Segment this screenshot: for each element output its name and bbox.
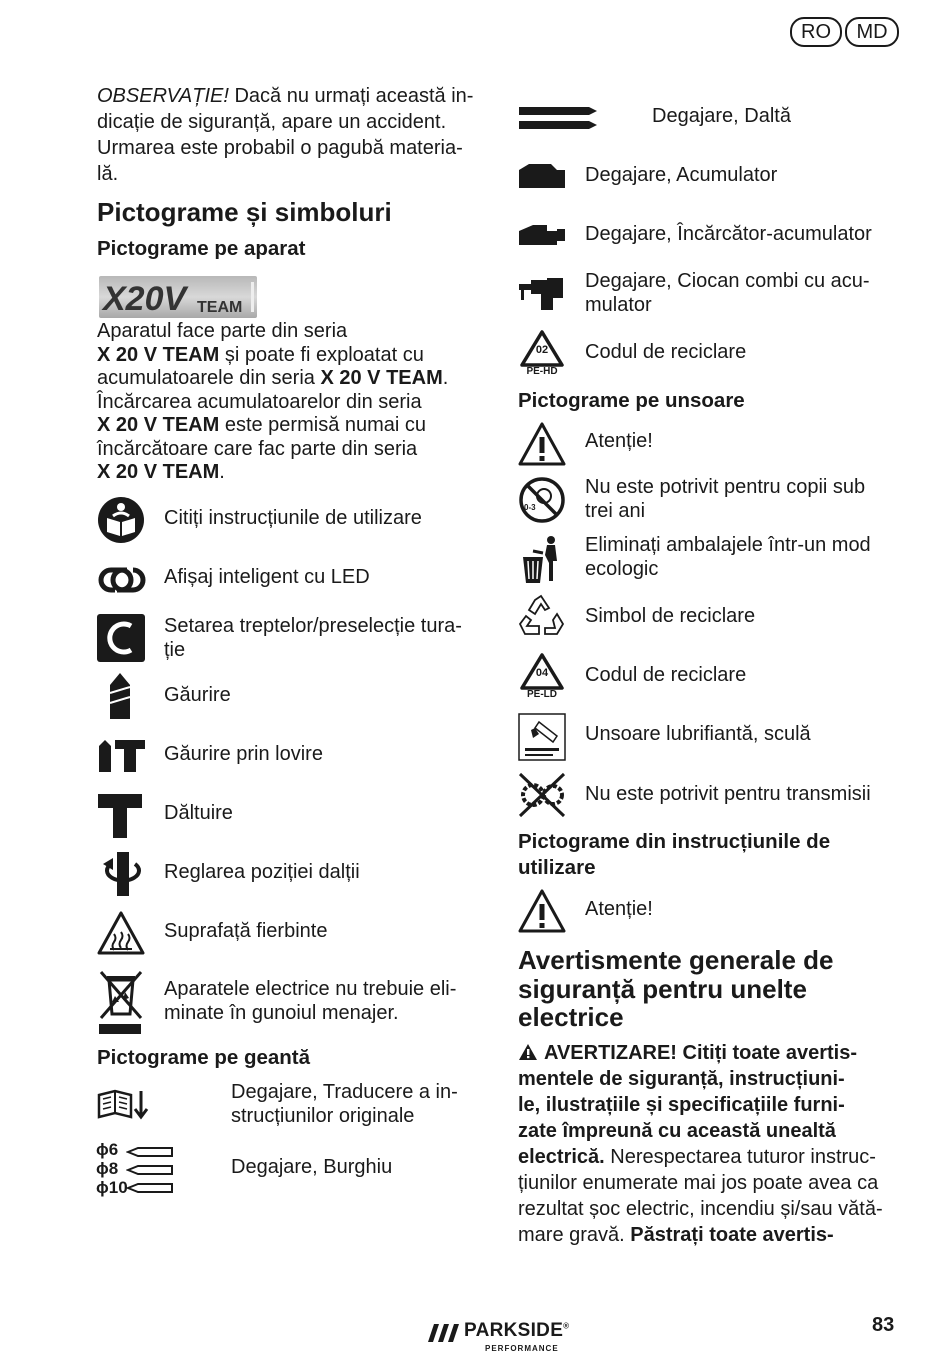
recycle-pehd-icon bbox=[519, 329, 565, 379]
note-line: Dacă nu urmați această in- bbox=[228, 85, 474, 107]
x20v-team-logo bbox=[99, 276, 257, 318]
caption-line: Degajare, Încărcător-acumulator bbox=[585, 223, 872, 245]
recycling-symbol-icon bbox=[517, 594, 567, 640]
caption-line: Degajare, Acumulator bbox=[585, 164, 778, 186]
led-display-icon bbox=[97, 566, 147, 594]
bag-caption bbox=[231, 1155, 392, 1179]
parkside-slashes-icon bbox=[428, 1324, 460, 1342]
series-line: . bbox=[219, 461, 225, 483]
battery-icon bbox=[517, 162, 567, 190]
caption-line: Degajare, Ciocan combi cu acu- bbox=[585, 270, 870, 292]
bag-caption bbox=[585, 269, 870, 317]
grease-caption bbox=[585, 663, 746, 687]
lang-badge-md bbox=[845, 17, 899, 47]
subheading-line: utilizare bbox=[518, 856, 596, 879]
series-line: . bbox=[442, 367, 449, 389]
icon-caption bbox=[164, 614, 462, 662]
bit-size: ϕ8 bbox=[96, 1159, 119, 1178]
section-title-safety bbox=[518, 946, 834, 1032]
chisel-icon bbox=[98, 792, 142, 840]
chisel-rotate-icon bbox=[99, 850, 145, 898]
hot-surface-icon bbox=[96, 910, 146, 956]
lubricant-grease-icon bbox=[517, 712, 567, 762]
caption-line: Găurire prin lovire bbox=[164, 743, 323, 765]
subheading-manual bbox=[518, 829, 830, 881]
tidyman-icon bbox=[519, 535, 565, 585]
subheading-line: Pictograme din instrucțiunile de bbox=[518, 830, 831, 853]
icon-caption bbox=[164, 565, 370, 589]
note-line: dicație de siguranță, apare un accident. bbox=[97, 111, 447, 133]
caption-line: Eliminați ambalajele într-un mod bbox=[585, 534, 871, 556]
chisel-bits-icon bbox=[517, 103, 599, 133]
svg-text:TEAM: TEAM bbox=[197, 299, 243, 316]
caption-line: Codul de reciclare bbox=[585, 341, 747, 363]
bag-caption bbox=[585, 222, 872, 246]
grease-caption bbox=[585, 533, 871, 581]
svg-text:X20V: X20V bbox=[103, 280, 187, 318]
lang-md-label: MD bbox=[856, 21, 888, 43]
bag-caption bbox=[585, 163, 777, 187]
grease-caption bbox=[585, 475, 865, 523]
warning-line: electrică. bbox=[518, 1146, 605, 1168]
caption-line: Nu este potrivit pentru transmisii bbox=[585, 783, 871, 805]
recycle-code: 02 bbox=[535, 344, 549, 356]
series-line: Aparatul face parte din seria bbox=[97, 320, 348, 342]
caption-line: Citiți instrucțiunile de utilizare bbox=[164, 507, 422, 529]
series-line: Încărcarea acumulatoarelor din seria bbox=[97, 390, 422, 413]
caption-line: Suprafață fierbinte bbox=[164, 920, 328, 942]
brand-name: PARKSIDE bbox=[464, 1320, 564, 1341]
icon-caption bbox=[164, 506, 422, 530]
warning-line: Păstrați toate avertis- bbox=[630, 1224, 834, 1246]
hammer-drill-icon bbox=[97, 738, 147, 774]
caption-line: Degajare, Burghiu bbox=[231, 1156, 393, 1178]
section-title: Pictograme și simboluri bbox=[97, 197, 392, 227]
warning-line: țiunilor enumerate mai jos poate avea ca bbox=[518, 1172, 879, 1194]
caption-line: Degajare, Traducere a in- bbox=[231, 1081, 458, 1103]
manual-attention-caption: Atenție! bbox=[585, 898, 653, 920]
caption-line: Găurire bbox=[164, 684, 231, 706]
subheading-bag: Pictograme pe geantă bbox=[97, 1046, 311, 1069]
recycle-material: PE-HD bbox=[526, 366, 558, 377]
warning-line: mare gravă. bbox=[518, 1224, 631, 1246]
brand-reg: ® bbox=[563, 1321, 570, 1331]
series-line: acumulatoarele din seria bbox=[97, 367, 321, 389]
caption-line: Setarea treptelor/preselecție tura- bbox=[164, 615, 462, 637]
weee-bin-icon bbox=[97, 968, 145, 1036]
title-line: electrice bbox=[518, 1002, 624, 1032]
series-line: este permisă numai cu bbox=[219, 414, 427, 436]
caption-line: ție bbox=[164, 639, 186, 661]
caption-line: Codul de reciclare bbox=[585, 664, 747, 686]
series-name: X 20 V TEAM bbox=[97, 414, 220, 436]
bag-caption bbox=[585, 340, 746, 364]
caption-line: Unsoare lubrifiantă, sculă bbox=[585, 723, 811, 745]
warning-line: zate împreună cu această unealtă bbox=[518, 1120, 836, 1142]
not-for-gears-icon bbox=[517, 771, 567, 819]
not-for-children-icon bbox=[518, 476, 566, 524]
caption-line: Degajare, Daltă bbox=[652, 105, 791, 127]
caption-line: Afișaj inteligent cu LED bbox=[164, 566, 370, 588]
brand-sub: PERFORMANCE bbox=[485, 1344, 559, 1353]
series-line: încărcătoare care fac parte din seria bbox=[97, 437, 418, 460]
note-label: OBSERVAȚIE! bbox=[97, 85, 229, 107]
caption-line: ecologic bbox=[585, 558, 659, 580]
recycle-code: 04 bbox=[535, 667, 549, 679]
icon-caption bbox=[164, 742, 323, 766]
note-line: lă. bbox=[97, 163, 119, 185]
series-paragraph bbox=[97, 320, 497, 485]
icon-caption bbox=[164, 860, 360, 884]
caption-line: minate în gunoiul menajer. bbox=[164, 1002, 399, 1024]
warning-line: le, ilustrațiile și specificațiile furni- bbox=[518, 1094, 845, 1116]
grease-caption bbox=[585, 604, 755, 628]
bit-size: ϕ6 bbox=[96, 1140, 119, 1159]
title-line: siguranță pentru unelte bbox=[518, 973, 807, 1004]
warning-line: AVERTIZARE! Citiți toate avertis- bbox=[544, 1042, 857, 1064]
caption-line: Atenție! bbox=[585, 430, 653, 452]
icon-caption bbox=[164, 919, 327, 943]
page-number: 83 bbox=[872, 1314, 895, 1336]
icon-caption bbox=[164, 977, 456, 1025]
icon-caption bbox=[164, 801, 233, 825]
grease-caption bbox=[585, 722, 811, 746]
caption-line: Nu este potrivit pentru copii sub bbox=[585, 476, 866, 498]
prohibition-sign bbox=[518, 476, 566, 524]
warning-small-icon bbox=[518, 1043, 538, 1061]
warning-triangle-icon bbox=[517, 888, 567, 934]
bit-shapes bbox=[126, 1144, 176, 1198]
caption-line: trei ani bbox=[585, 500, 646, 522]
note-line: Urmarea este probabil o pagubă materia- bbox=[97, 137, 463, 159]
bit-size: ϕ10 bbox=[96, 1178, 128, 1197]
caption-line: Dăltuire bbox=[164, 802, 233, 824]
caption-line: Simbol de reciclare bbox=[585, 605, 756, 627]
recycle-peld-icon bbox=[519, 652, 565, 702]
warning-line: Nerespectarea tuturor instruc- bbox=[604, 1146, 876, 1168]
grease-caption bbox=[585, 782, 871, 806]
note-paragraph bbox=[97, 84, 487, 186]
caption-line: Aparatele electrice nu trebuie eli- bbox=[164, 978, 457, 1000]
warning-line: mentele de siguranță, instrucțiuni- bbox=[518, 1068, 845, 1090]
caption-line: strucțiunilor originale bbox=[231, 1105, 415, 1127]
caption-line: mulator bbox=[585, 294, 652, 316]
icon-caption bbox=[164, 683, 231, 707]
bag-caption bbox=[652, 104, 791, 128]
parkside-logo bbox=[428, 1320, 588, 1356]
bag-caption bbox=[231, 1080, 458, 1128]
charger-icon bbox=[517, 221, 567, 247]
title-line: Avertismente generale de bbox=[518, 945, 834, 975]
manual-storage-icon bbox=[97, 1087, 149, 1121]
drill-icon bbox=[108, 673, 132, 723]
lang-ro-label: RO bbox=[801, 21, 831, 43]
series-line: și poate fi exploatat cu bbox=[219, 343, 424, 366]
child-age-label: 0-3 bbox=[524, 503, 536, 512]
grease-caption bbox=[585, 429, 653, 453]
series-name: X 20 V TEAM bbox=[320, 367, 443, 389]
speed-preselect-icon bbox=[97, 614, 145, 662]
series-name: X 20 V TEAM bbox=[97, 461, 220, 483]
warning-line: rezultat șoc electric, incendiu și/sau vătă- bbox=[518, 1198, 883, 1220]
caption-line: Reglarea poziției dalții bbox=[164, 861, 360, 883]
recycle-material: PE-LD bbox=[527, 689, 557, 700]
subheading-grease: Pictograme pe unsoare bbox=[518, 389, 745, 412]
series-name: X 20 V TEAM bbox=[97, 343, 220, 366]
read-manual-icon bbox=[97, 496, 145, 544]
drill-bits-icon bbox=[96, 1140, 186, 1200]
combi-hammer-icon bbox=[517, 276, 567, 316]
warning-triangle-icon bbox=[517, 421, 567, 467]
subheading-device: Pictograme pe aparat bbox=[97, 237, 306, 260]
lang-badge-ro bbox=[790, 17, 842, 47]
warning-paragraph bbox=[518, 1040, 913, 1248]
